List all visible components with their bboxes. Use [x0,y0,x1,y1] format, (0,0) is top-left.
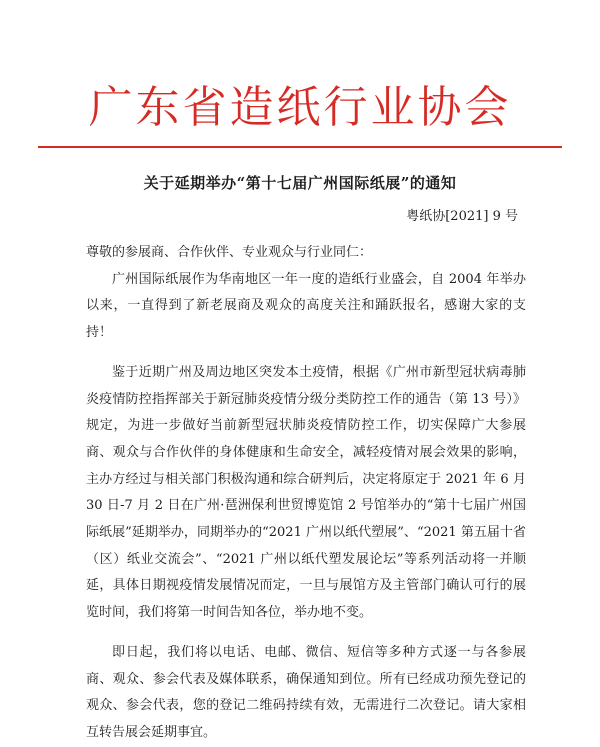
notice-title: 关于延期举办“第十七届广州国际纸展”的通知 [143,174,457,192]
notice-body [86,240,526,747]
paragraph-intro: 广州国际纸展作为华南地区一年一度的造纸行业盛会，自 2004 年举办以来，一直得到了新老展商及观众的高度关注和踊跃报名，感谢大家的支持！ [86,271,526,341]
document-number: 粤纸协[2021] 9 号 [406,209,518,224]
paragraph-contact: 即日起，我们将以电话、电邮、微信、短信等多种方式逐一与各参展商、观众、参会代表及媒体联系，确保通知到位。所有已经成功预先登记的观众、参会代表，您的登记二维码持续有效，无需进行二次登记。请大家相互转告展会延期事宜。 [86,644,526,740]
paragraph-postponement: 鉴于近期广州及周边地区突发本土疫情，根据《广州市新型冠状病毒肺炎疫情防控指挥部关于新冠肺炎疫情分级分类防控工作的通告（第 13 号）》规定，为进一步做好当前新型冠状肺炎疫情防控工作，切实保障广大参展商、观众与合作伙伴的身体健康和生命安全，减轻疫情对展会效果的影响，主办方经过与相关部门积极沟通和综合研判后，决定将原定于 2021 年 6 月 30 日-7 月 2 日在广州·琶洲保利世贸博览馆 2 号馆举办的“第十七届广州国际纸展”延期举办，同期举办的“2021 广州以纸代塑展”、“2021 第五届十省（区）纸业交流会”、“2021 广州以纸代塑发展论坛”等系列活动将一并顺延，具体日期视疫情发展情况而定，一旦与展馆方及主管部门确认可行的展览时间，我们将第一时间告知各位，举办地不变。 [86,364,526,621]
letterhead-title: 广东省造纸行业协会 [88,82,512,133]
salutation: 尊敬的参展商、合作伙伴、专业观众与行业同仁： [86,245,373,260]
letterhead-divider [38,146,562,148]
